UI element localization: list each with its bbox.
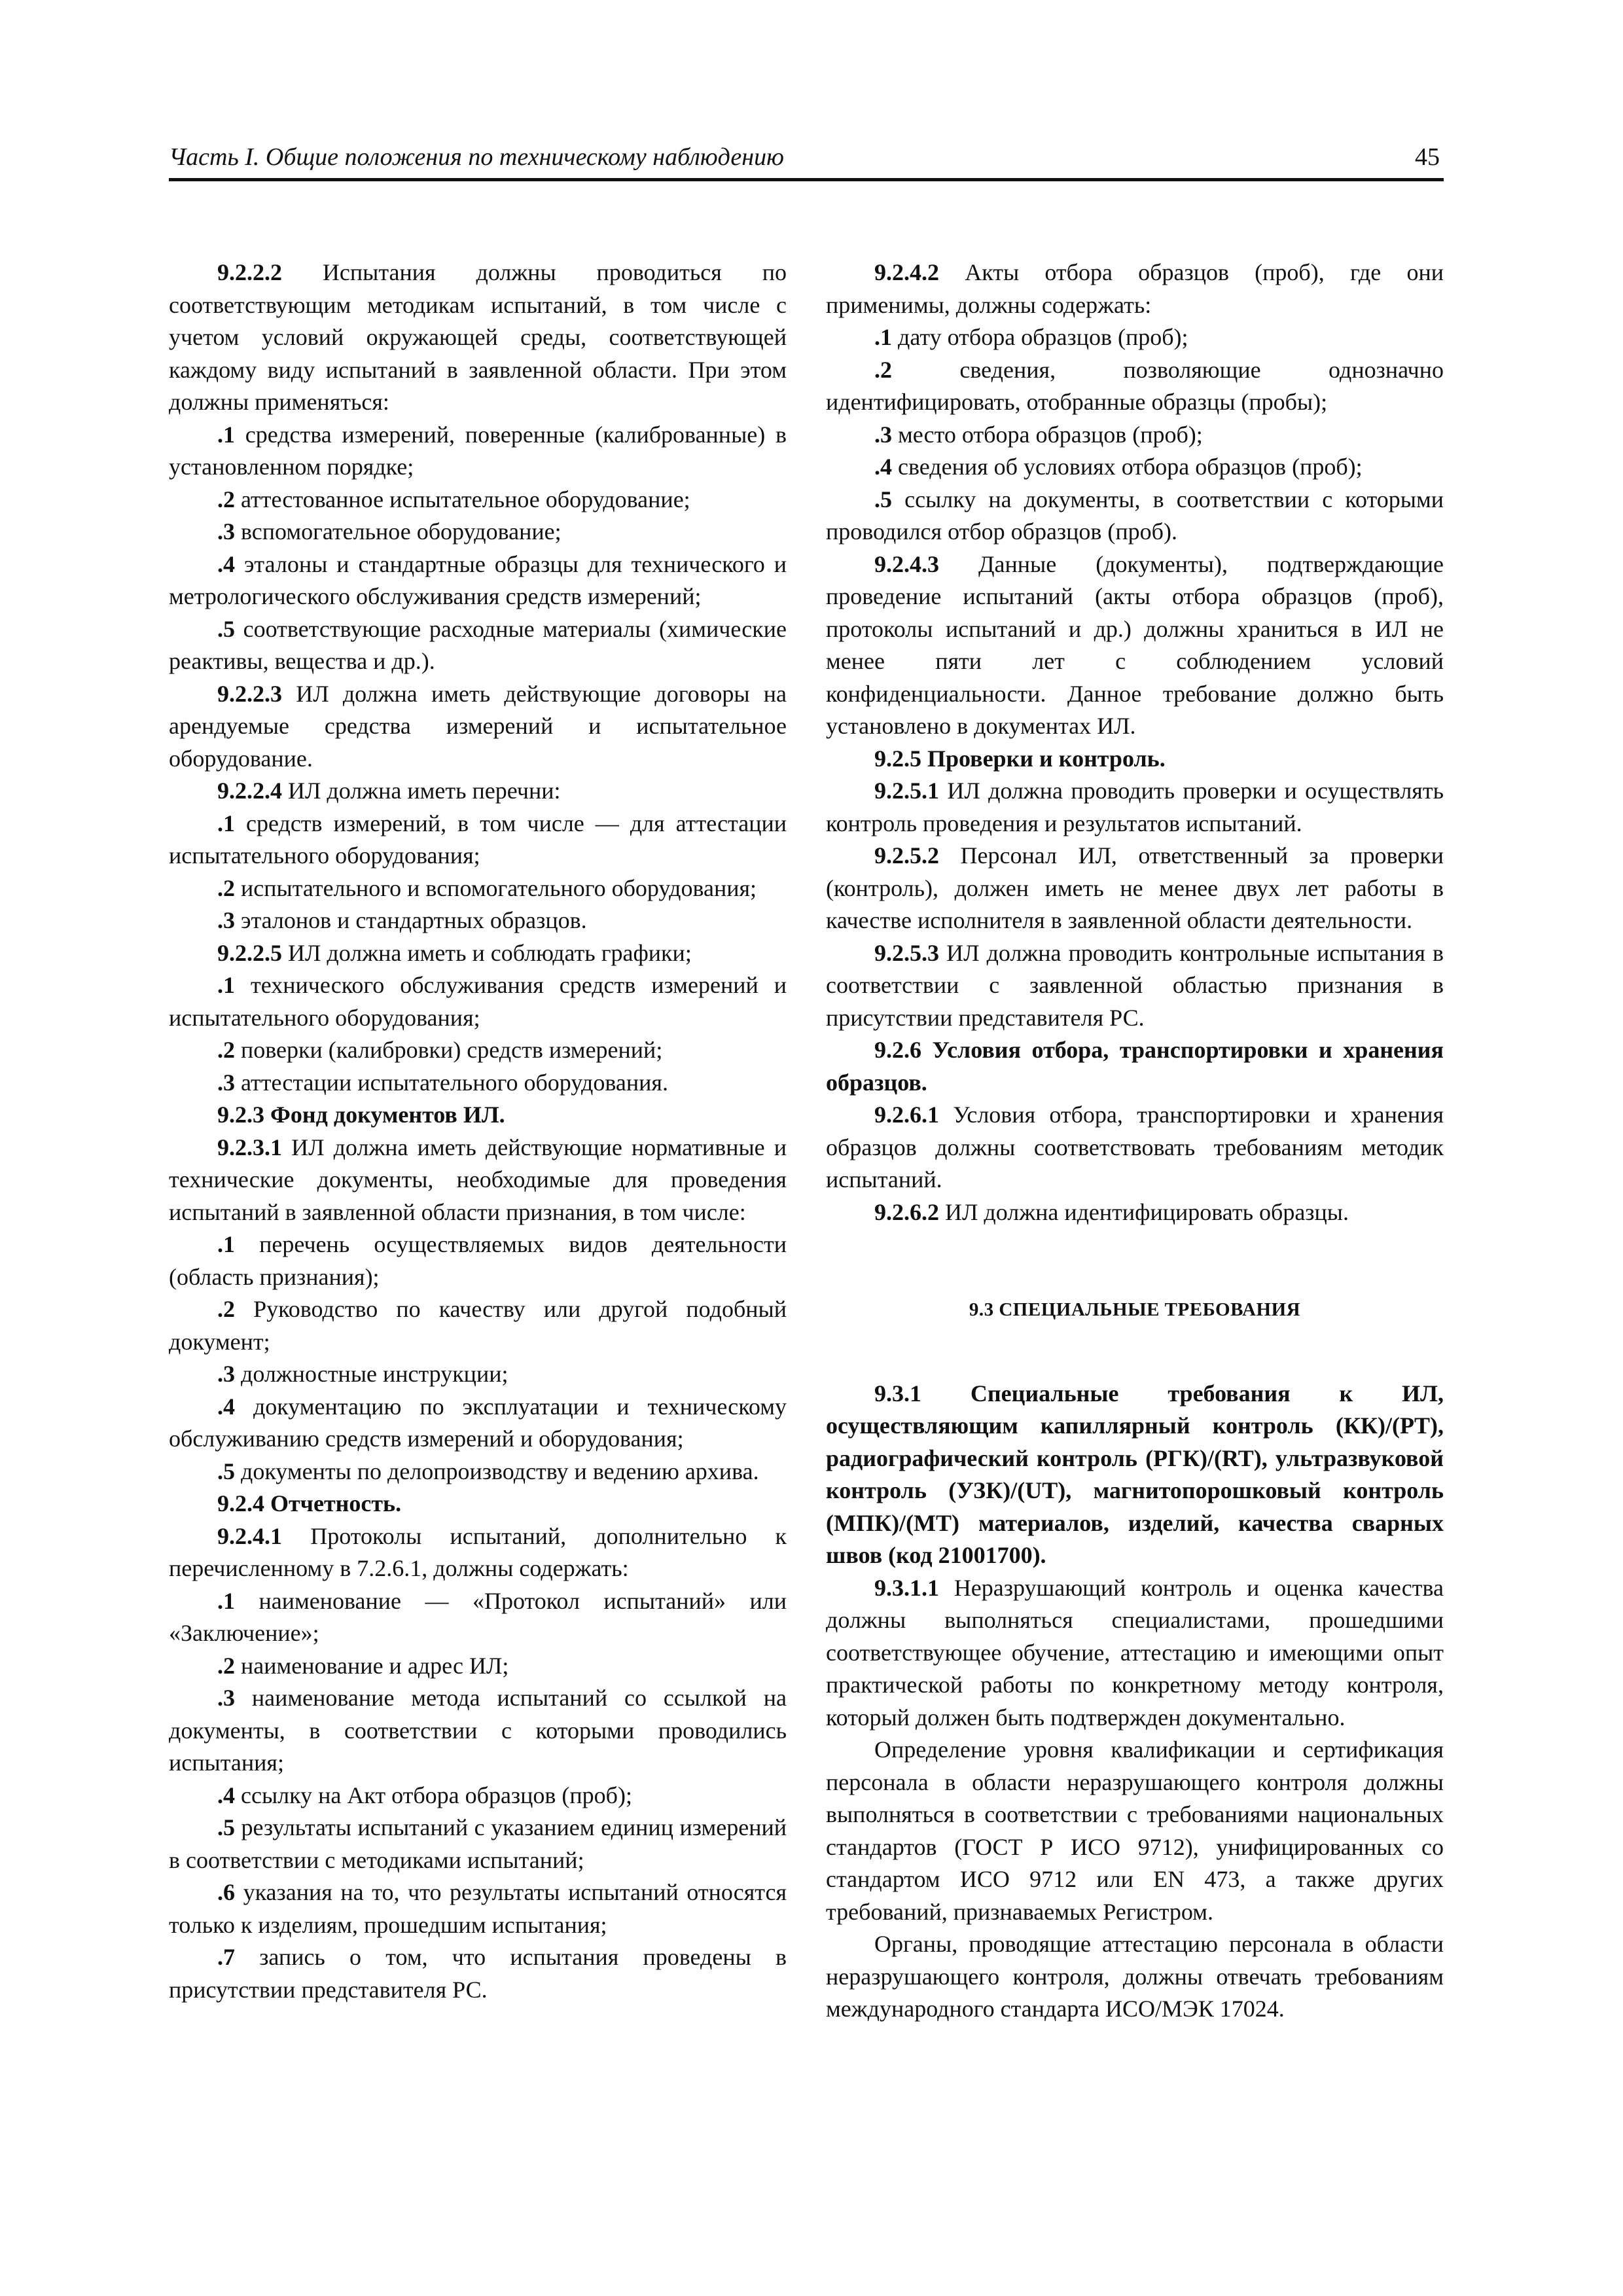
paragraph: 9.2.3.1 ИЛ должна иметь действующие нормативные и технические документы, необходимые для проведения испытаний в заявленной области признания, в том числе: (169, 1134, 787, 1225)
left-column (169, 257, 787, 2006)
paragraph: 9.3.1.1 Неразрушающий контроль и оценка качества должны выполняться специалистами, прошедшими соответствующее обучение, аттестацию и имеющими опыт практической работы по конкретному методу контроля, который должен быть подтвержден документально. (826, 1574, 1444, 1731)
list-item: .7 запись о том, что испытания проведены в присутствии представителя РС. (169, 1944, 787, 2003)
list-item: .3 вспомогательное оборудование; (217, 518, 562, 545)
paragraph: 9.2.6.2 ИЛ должна идентифицировать образцы. (874, 1198, 1349, 1225)
list-item: .2 поверки (калибровки) средств измерений; (217, 1037, 663, 1063)
paragraph: 9.2.5.2 Персонал ИЛ, ответственный за проверки (контроль), должен иметь не менее двух лет работы в качестве исполнителя в заявленной области деятельности. (826, 842, 1444, 933)
list-item: .1 средств измерений, в том числе — для аттестации испытательного оборудования; (169, 810, 787, 869)
spacer (826, 1327, 1444, 1378)
paragraph: Определение уровня квалификации и сертификация персонала в области неразрушающего контроля должны выполняться в соответствии с требованиями национальных стандартов (ГОСТ Р ИСО 9712), унифицированных со стандартом ИСО 9712 или EN 473, а также других требований, признаваемых Регистром. (826, 1736, 1444, 1925)
list-item: .3 должностные инструкции; (217, 1361, 508, 1387)
paragraph: 9.2.4.1 Протоколы испытаний, дополнительно к перечисленному в 7.2.6.1, должны содержать: (169, 1522, 787, 1581)
subsection-heading: 9.2.6 Условия отбора, транспортировки и хранения образцов. (826, 1037, 1444, 1096)
list-item: .5 ссылку на документы, в соответствии с которыми проводился отбор образцов (проб). (826, 486, 1444, 545)
section-title: 9.3 СПЕЦИАЛЬНЫЕ ТРЕБОВАНИЯ (969, 1299, 1301, 1320)
list-item: .2 наименование и адрес ИЛ; (217, 1652, 509, 1679)
list-item: .2 сведения, позволяющие однозначно идентифицировать, отобранные образцы (пробы); (826, 356, 1444, 415)
list-item: .3 наименование метода испытаний со ссылкой на документы, в соответствии с которыми проводились испытания; (169, 1685, 787, 1776)
subsection-heading: 9.2.4 Отчетность. (217, 1490, 402, 1516)
list-item: .1 наименование — «Протокол испытаний» или «Заключение»; (169, 1587, 787, 1646)
list-item: .4 сведения об условиях отбора образцов (проб); (874, 454, 1363, 480)
list-item: .5 соответствующие расходные материалы (химические реактивы, вещества и др.). (169, 615, 787, 674)
paragraph: 9.2.2.5 ИЛ должна иметь и соблюдать графики; (217, 939, 692, 966)
list-item: .2 аттестованное испытательное оборудование; (217, 486, 690, 512)
subsection-heading: 9.2.5 Проверки и контроль. (874, 745, 1166, 772)
list-item: .4 эталоны и стандартные образцы для технического и метрологического обслуживания средств измерений; (169, 550, 787, 609)
spacer (826, 1229, 1444, 1294)
list-item: .1 средства измерений, поверенные (калиброванные) в установленном порядке; (169, 421, 787, 480)
paragraph: 9.2.2.3 ИЛ должна иметь действующие договоры на арендуемые средства измерений и испытательное оборудование. (169, 680, 787, 772)
list-item: .6 указания на то, что результаты испытаний относятся только к изделиям, прошедшим испытания; (169, 1879, 787, 1938)
paragraph: Органы, проводящие аттестацию персонала в области неразрушающего контроля, должны отвечать требованиям международного стандарта ИСО/МЭК 17024. (826, 1931, 1444, 2022)
paragraph: 9.2.6.1 Условия отбора, транспортировки и хранения образцов должны соответствовать требованиям методик испытаний. (826, 1102, 1444, 1193)
list-item: .3 место отбора образцов (проб); (874, 421, 1203, 448)
list-item: .1 дату отбора образцов (проб); (874, 324, 1188, 350)
paragraph: 9.2.4.3 Данные (документы), подтверждающие проведение испытаний (акты отбора образцов (проб), протоколы испытаний и др.) должны храниться в ИЛ не менее пяти лет с соблюдением условий конфиденциальности. Данное требование должно быть установлено в документах ИЛ. (826, 550, 1444, 739)
subsection-heading: 9.3.1 Специальные требования к ИЛ, осуществляющим капиллярный контроль (КК)/(PT), радиографический контроль (РГК)/(RT), ультразвуковой контроль (УЗК)/(UT), магнитопорошковый контроль (МПК)/(МТ) материалов, изделий, качества сварных швов (код 21001700). (826, 1380, 1444, 1568)
list-item: .1 перечень осуществляемых видов деятельности (область признания); (169, 1231, 787, 1290)
list-item: .5 документы по делопроизводству и ведению архива. (217, 1458, 759, 1484)
page-number: 45 (1415, 143, 1440, 171)
list-item: .5 результаты испытаний с указанием единиц измерений в соответствии с методиками испытаний; (169, 1814, 787, 1873)
header-title: Часть I. Общие положения по техническому наблюдению (169, 143, 784, 171)
list-item: .2 испытательного и вспомогательного оборудования; (217, 874, 757, 901)
list-item: .2 Руководство по качеству или другой подобный документ; (169, 1296, 787, 1355)
subsection-heading: 9.2.3 Фонд документов ИЛ. (217, 1102, 505, 1128)
running-header (169, 143, 1444, 181)
list-item: .4 документацию по эксплуатации и техническому обслуживанию средств измерений и оборудования; (169, 1393, 787, 1452)
paragraph: 9.2.2.4 ИЛ должна иметь перечни: (217, 778, 561, 804)
paragraph: 9.2.5.1 ИЛ должна проводить проверки и осуществлять контроль проведения и результатов испытаний. (826, 778, 1444, 836)
list-item: .1 технического обслуживания средств измерений и испытательного оборудования; (169, 972, 787, 1031)
paragraph: 9.2.2.2 Испытания должны проводиться по соответствующим методикам испытаний, в том числе с учетом условий окружающей среды, соответствующей каждому виду испытаний в заявленной области. При этом должны применяться: (169, 259, 787, 415)
list-item: .3 аттестации испытательного оборудования. (217, 1069, 668, 1096)
list-item: .4 ссылку на Акт отбора образцов (проб); (217, 1782, 632, 1808)
paragraph: 9.2.4.2 Акты отбора образцов (проб), где они применимы, должны содержать: (826, 259, 1444, 318)
list-item: .3 эталонов и стандартных образцов. (217, 907, 587, 933)
right-column (826, 257, 1444, 2026)
paragraph: 9.2.5.3 ИЛ должна проводить контрольные испытания в соответствии с заявленной областью признания в присутствии представителя РС. (826, 939, 1444, 1031)
